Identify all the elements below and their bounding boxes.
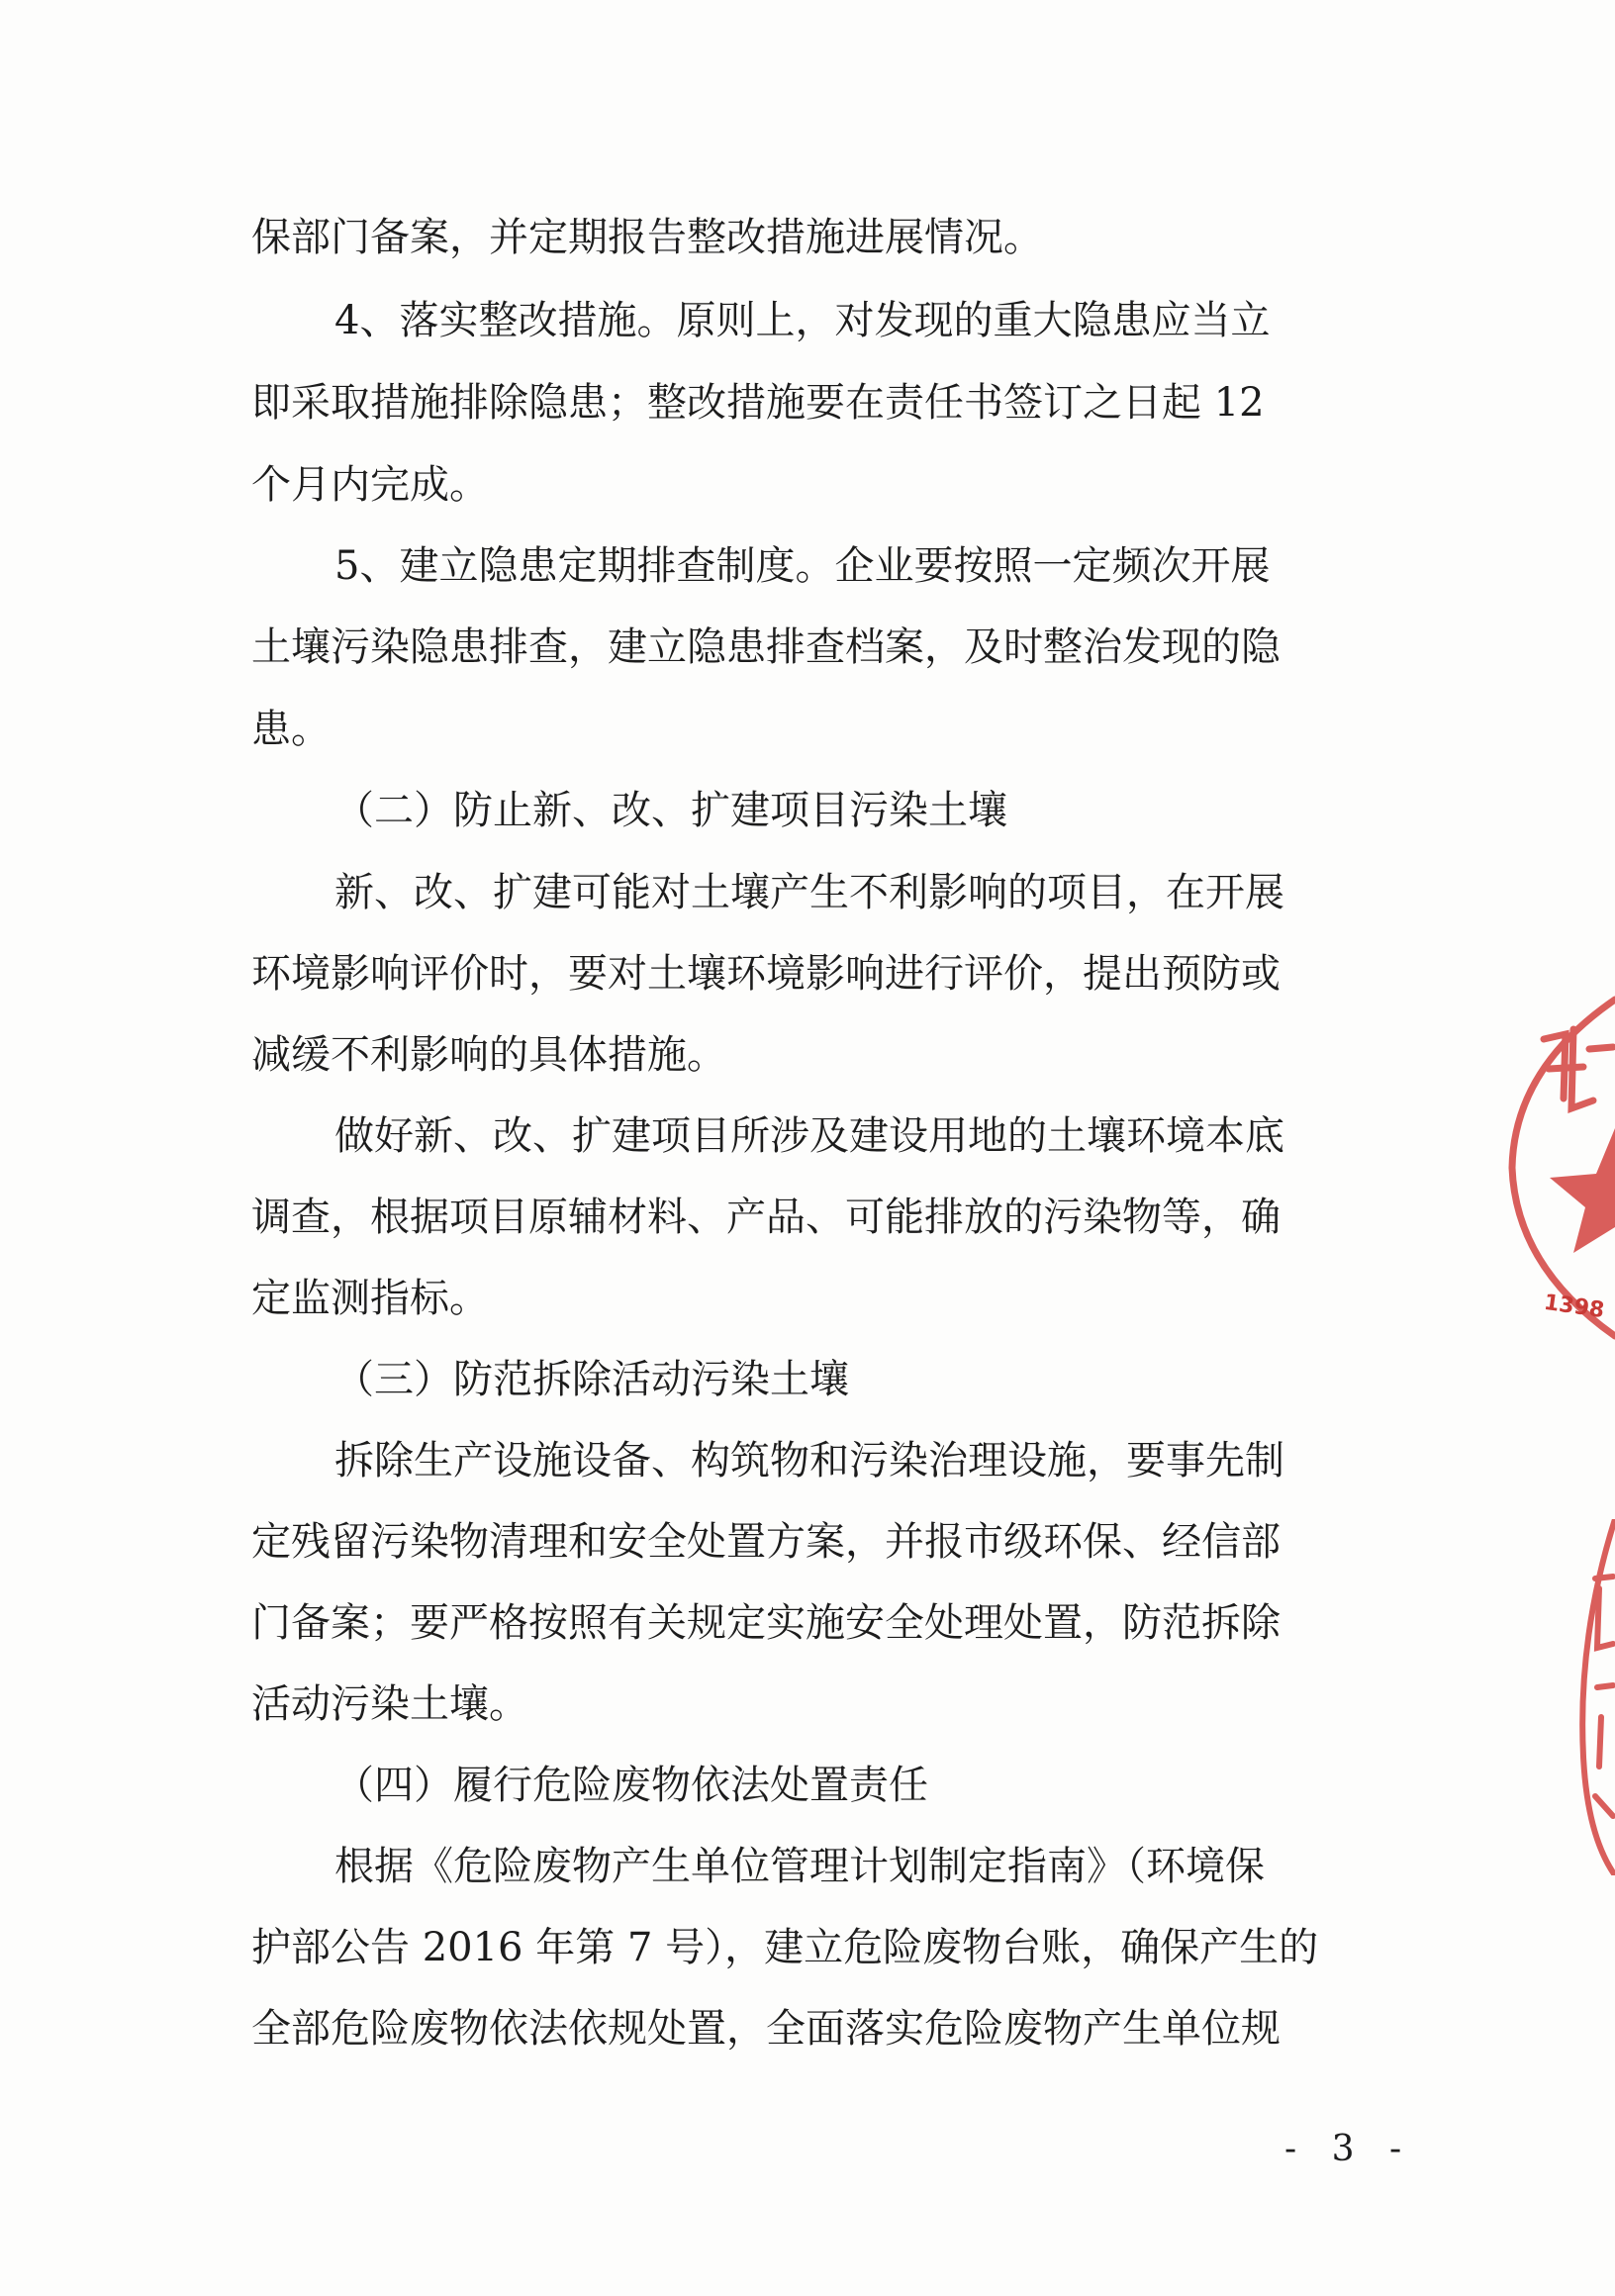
text-line-12: 做好新、改、扩建项目所涉及建设用地的土壤环境本底 [334, 1113, 1284, 1159]
text-line-7: 患。 [251, 707, 331, 752]
text-line-11: 减缓不利影响的具体措施。 [251, 1032, 726, 1078]
seal-mark-lower-icon [1573, 1519, 1615, 1875]
text-line-16: 拆除生产设施设备、构筑物和污染治理设施，要事先制 [334, 1438, 1284, 1483]
text-line-19: 活动污染土壤。 [251, 1681, 528, 1727]
text-line-23: 全部危险废物依法依规处置，全面落实危险废物产生单位规 [251, 2006, 1281, 2052]
official-seal-partial-lower [1573, 1519, 1615, 1875]
text-line-9: 新、改、扩建可能对土壤产生不利影响的项目，在开展 [334, 870, 1284, 915]
text-line-18: 门备案；要严格按照有关规定实施安全处理处置，防范拆除 [251, 1600, 1281, 1646]
text-line-22: 护部公告 2016 年第 7 号），建立危险废物台账，确保产生的 [251, 1925, 1319, 1970]
text-line-3: 即采取措施排除隐患；整改措施要在责任书签订之日起 12 [251, 380, 1265, 426]
text-line-1: 保部门备案，并定期报告整改措施进展情况。 [251, 215, 1043, 260]
text-line-6: 土壤污染隐患排查，建立隐患排查档案，及时整治发现的隐 [251, 624, 1281, 670]
seal-number: 1398 [1542, 1290, 1606, 1324]
text-line-17: 定残留污染物清理和安全处置方案，并报市级环保、经信部 [251, 1519, 1281, 1565]
text-line-21: 根据《危险废物产生单位管理计划制定指南》（环境保 [334, 1844, 1265, 1889]
section-heading-3: （三）防范拆除活动污染土壤 [334, 1357, 849, 1402]
page-number: - 3 - [1284, 2129, 1414, 2169]
text-line-5: 5、建立隐患定期排查制度。企业要按照一定频次开展 [334, 543, 1271, 589]
section-heading-4: （四）履行危险废物依法处置责任 [334, 1763, 928, 1808]
text-line-10: 环境影响评价时，要对土壤环境影响进行评价，提出预防或 [251, 951, 1281, 997]
text-line-13: 调查，根据项目原辅材料、产品、可能排放的污染物等，确 [251, 1195, 1281, 1240]
section-heading-2: （二）防止新、改、扩建项目污染土壤 [334, 788, 1007, 833]
text-line-2: 4、落实整改措施。原则上，对发现的重大隐患应当立 [334, 298, 1271, 343]
text-line-4: 个月内完成。 [251, 462, 489, 508]
text-line-14: 定监测指标。 [251, 1276, 489, 1321]
